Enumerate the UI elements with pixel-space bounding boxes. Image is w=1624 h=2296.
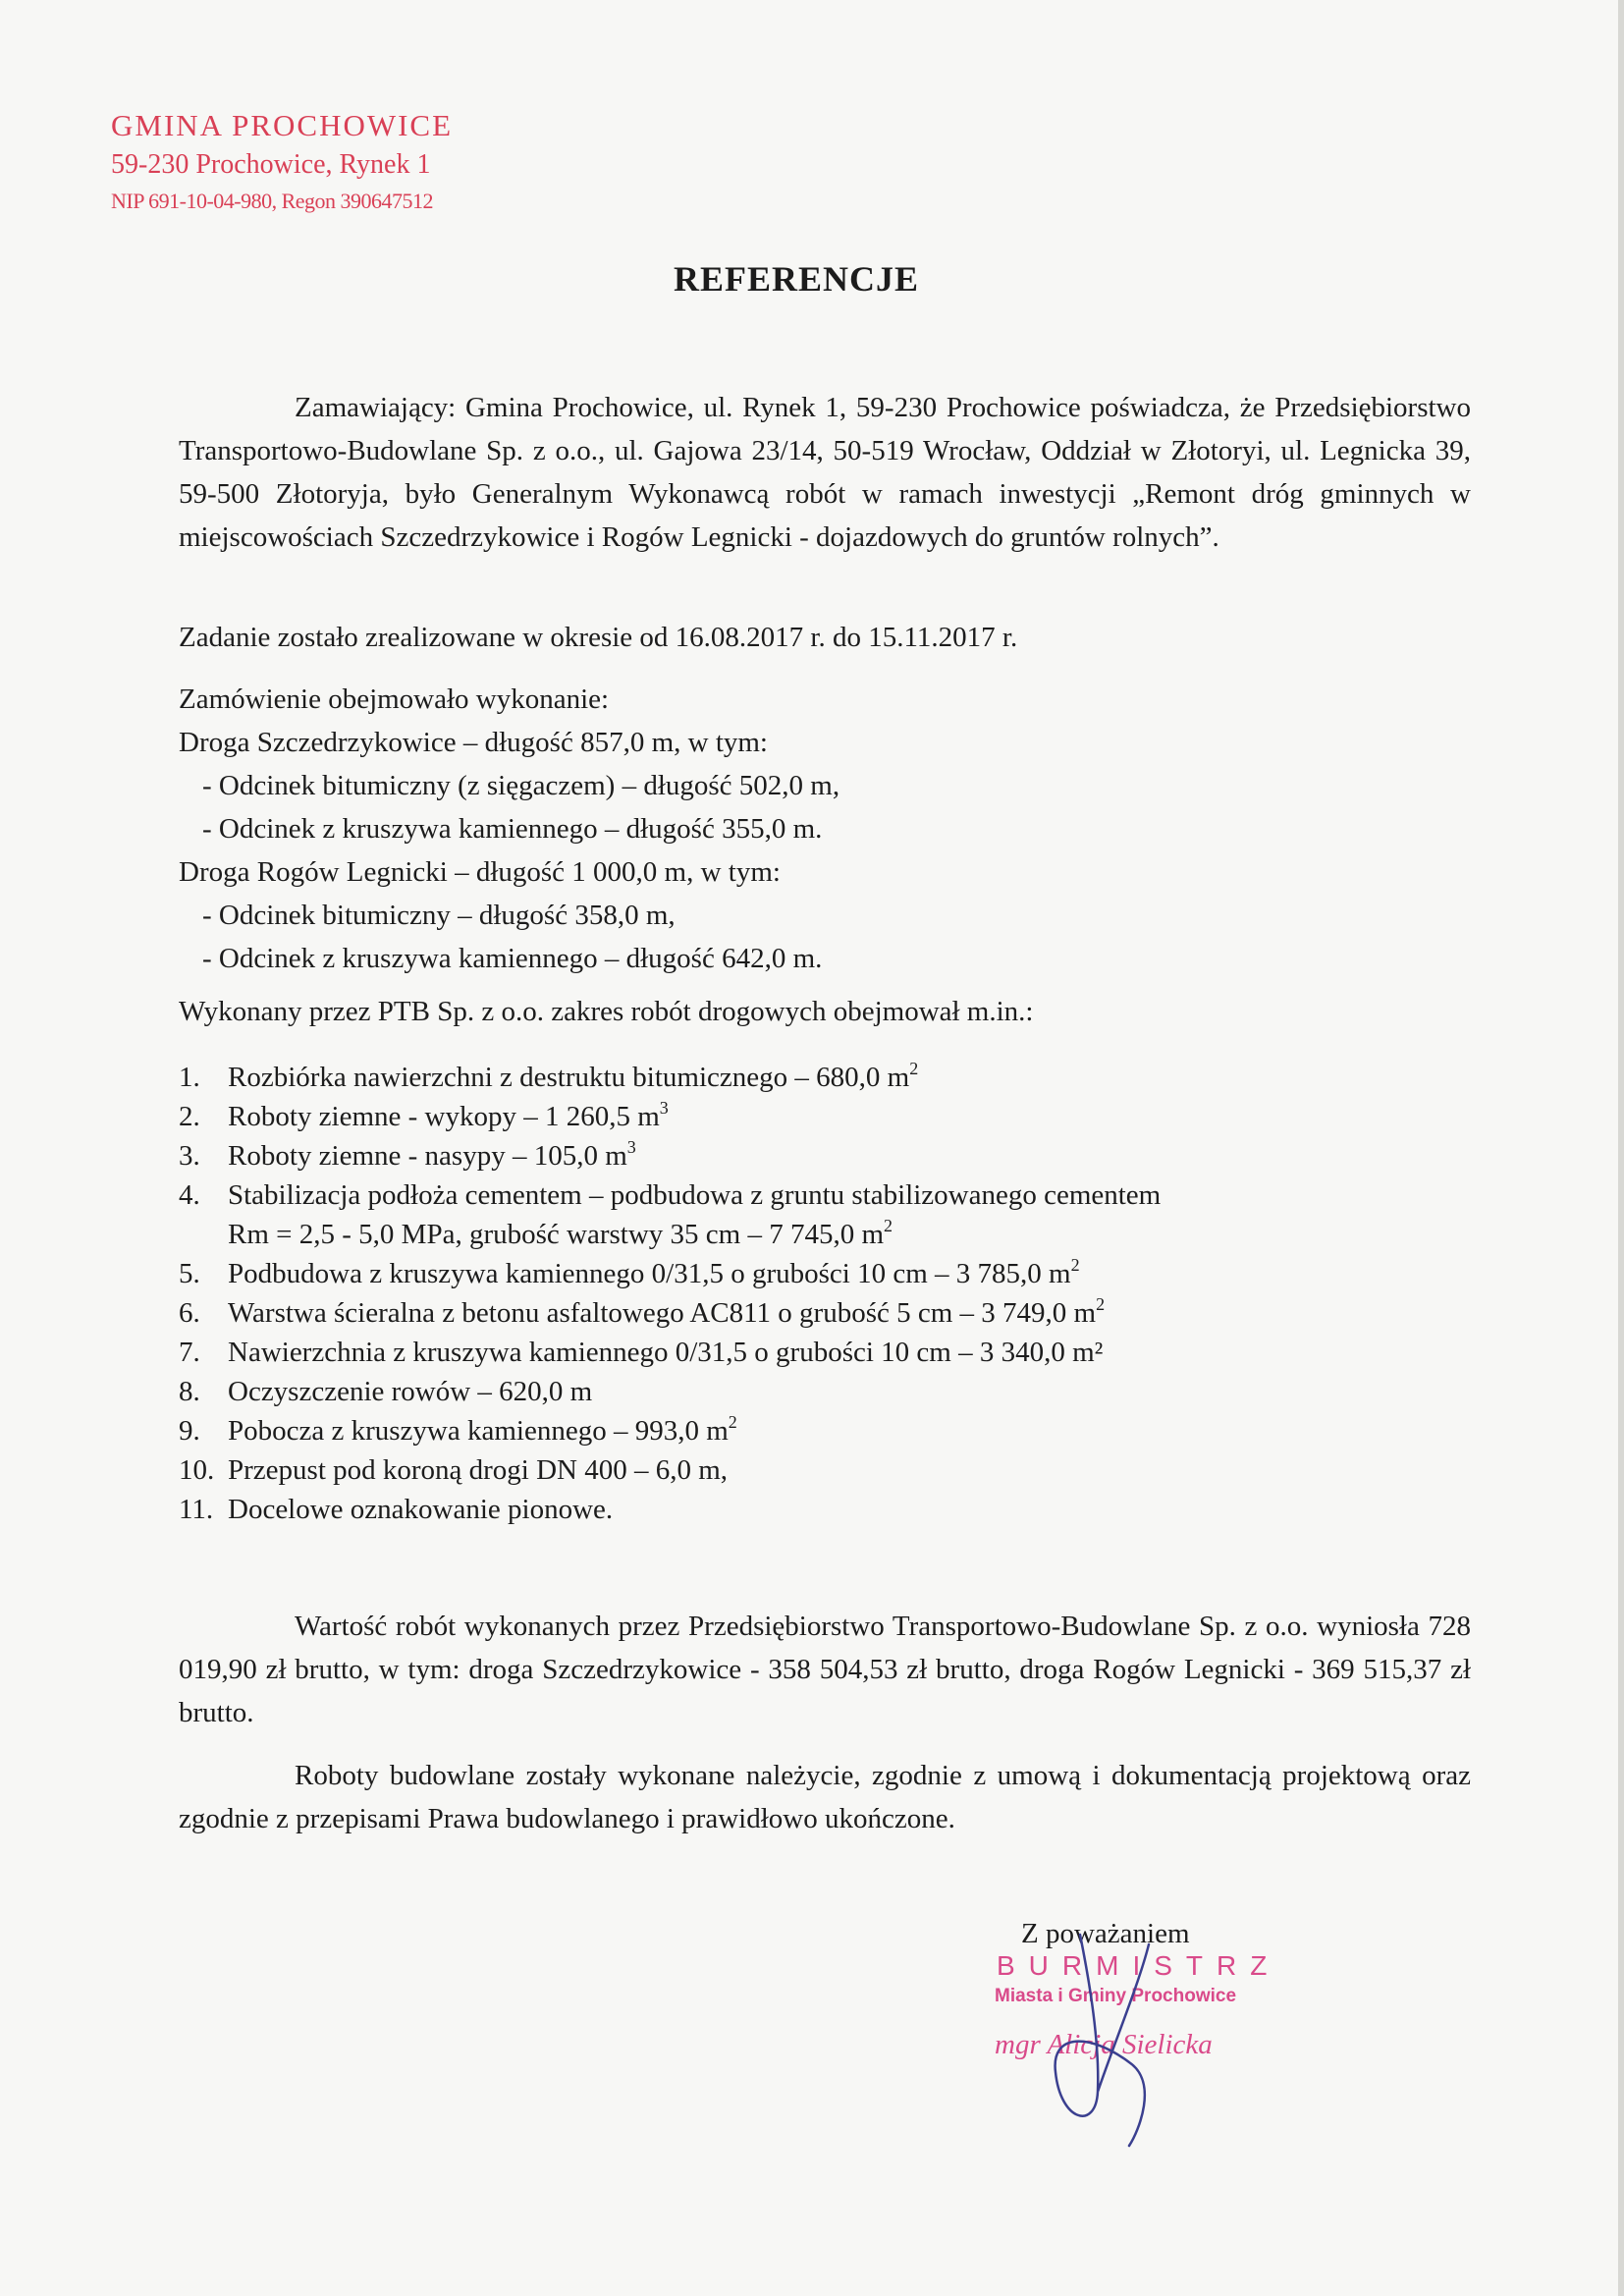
list-item: 8. Oczyszczenie rowów – 620,0 m [179,1376,593,1407]
letterhead-ids: NIP 691-10-04-980, Regon 390647512 [111,189,434,213]
list-item: 4. Stabilizacja podłoża cementem – podbudowa z gruntu stabilizowanego cementem Rm = 2,5 - 5,0 MPa, grubość warstwy 35 cm – 7 745,0 $m^2$ [179,1179,1162,1250]
letterhead [111,106,453,218]
paragraph-intro: Zamawiający: Gmina Prochowice, ul. Rynek 1, 59-230 Prochowice poświadcza, że Przedsiębiorstwo Transportowo-Budowlane Sp. z o.o., ul. Gajowa 23/14, 50-519 Wrocław, Oddział w Złotoryi, ul. Legnicka 39, 59-500 Złotoryja, było Generalnym Wykonawcą robót w ramach inwestycji „Remont dróg gminnych w miejscowościach Szczedrzykowice i Rogów Legnicki - dojazdowych do gruntów rolnych”. [179,392,1471,553]
scope-road-2-a: - Odcinek bitumiczny – długość 358,0 m, [202,900,676,931]
list-item: 1. Rozbiórka nawierzchni z destruktu bitumicznego – 680,0 $m^2$ [179,1059,919,1093]
list-item: 3. Roboty ziemne - nasypy – 105,0 $m^3$ [179,1137,636,1172]
scope-road-1-a: - Odcinek bitumiczny (z sięgaczem) – długość 502,0 m, [202,770,840,801]
scope-road-2-b: - Odcinek z kruszywa kamiennego – długość 642,0 m. [202,943,823,974]
paragraph-value: Wartość robót wykonanych przez Przedsiębiorstwo Transportowo-Budowlane Sp. z o.o. wyniosła 728 019,90 zł brutto, w tym: droga Szczedrzykowice - 358 504,53 zł brutto, droga Rogów Legnicki - 369 515,37 zł brutto. [179,1611,1471,1728]
paragraph-quality: Roboty budowlane zostały wykonane należycie, zgodnie z umową i dokumentacją projektową oraz zgodnie z przepisami Prawa budowlanego i prawidłowo ukończone. [179,1760,1471,1834]
list-item: 7. Nawierzchnia z kruszywa kamiennego 0/31,5 o grubości 10 cm – 3 340,0 m² [179,1337,1104,1368]
closing-phrase: Z poważaniem [1021,1918,1190,1949]
list-item: 10. Przepust pod koroną drogi DN 400 – 6,0 m, [179,1454,729,1486]
list-item: 5. Podbudowa z kruszywa kamiennego 0/31,5 o grubości 10 cm – 3 785,0 $m^2$ [179,1255,1080,1289]
paragraph-works-intro: Wykonany przez PTB Sp. z o.o. zakres robót drogowych obejmował m.in.: [179,996,1034,1027]
letterhead-address: 59-230 Prochowice, Rynek 1 [111,149,431,180]
scope-road-2: Droga Rogów Legnicki – długość 1 000,0 m, w tym: [179,856,781,888]
works-list [179,1058,1471,1529]
signature [1021,1925,1218,2151]
scope-road-1-b: - Odcinek z kruszywa kamiennego – długość 355,0 m. [202,813,823,845]
scope-section [179,678,1471,980]
list-item: 6. Warstwa ścieralna z betonu asfaltowego AC811 o grubość 5 cm – 3 749,0 $m^2$ [179,1294,1106,1329]
list-item: 9. Pobocza z kruszywa kamiennego – 993,0 $m^2$ [179,1412,737,1447]
stamp-subtitle: Miasta i Gminy Prochowice [995,1986,1237,2006]
scope-road-1: Droga Szczedrzykowice – długość 857,0 m, w tym: [179,727,768,758]
list-item: 11. Docelowe oznakowanie pionowe. [179,1494,614,1525]
stamp-name: mgr Alicja Sielicka [995,2029,1213,2060]
letterhead-name: GMINA PROCHOWICE [111,108,454,142]
scan-edge [1618,0,1624,2296]
paragraph-period: Zadanie zostało zrealizowane w okresie od 16.08.2017 r. do 15.11.2017 r. [179,622,1018,653]
stamp-title: BURMISTRZ [997,1950,1281,1981]
document-title: REFERENCJE [673,259,920,299]
scope-intro: Zamówienie obejmowało wykonanie: [179,683,610,715]
list-item: 2. Roboty ziemne - wykopy – 1 260,5 $m^3$ [179,1098,669,1132]
